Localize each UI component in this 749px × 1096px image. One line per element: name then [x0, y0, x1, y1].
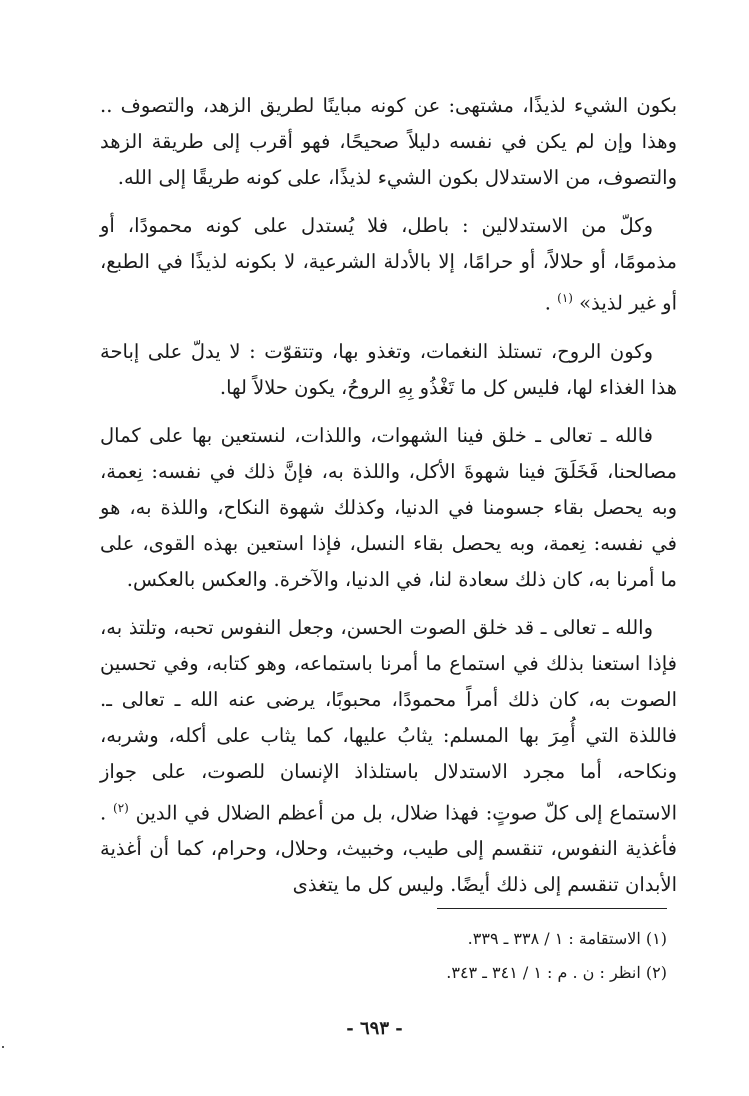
paragraph-4: [100, 418, 677, 598]
page-number: - ٦٩٣ -: [346, 1018, 403, 1039]
footnote-ref-1[interactable]: (١): [557, 291, 573, 305]
paragraph-2: وكلّ من الاستدلالين : باطل، فلا يُستدل على كونه محمودًا، أو مذمومًا، أو حلالاً، أو حرامًا، إلا بالأدلة الشرعية، لا بكونه لذيذًا في الطبع، أو غير لذيذ» $^{(١)}$ .: [100, 214, 677, 315]
paragraph-2-text: وكلّ من الاستدلالين : باطل، فلا يُستدل على كونه محمودًا، أو مذمومًا، أو حلالاً، أو حرامًا، إلا بالأدلة الشرعية، لا بكونه لذيذًا في الطبع، أو غير لذيذ»: [100, 214, 677, 315]
paragraph-3-text: وكون الروح، تستلذ النغمات، وتغذو بها، وتتقوّت : لا يدلّ على إباحة هذا الغذاء لها، فليس كل ما تَغْذُو بِهِ الروحُ، يكون حلالاً لها.: [100, 339, 677, 399]
main-text: [100, 88, 677, 915]
paragraph-5-tail: . فأغذية النفوس، تنقسم إلى طيب، وخبيث، وحلال، وحرام، كما أن أغذية الأبدان تنقسم إلى ذلك أيضًا. وليس كل ما يتغذى: [100, 801, 677, 896]
paragraph-5: [100, 610, 677, 904]
paragraph-4-text: فالله ـ تعالى ـ خلق فينا الشهوات، واللذات، لنستعين بها على كمال مصالحنا، فَخَلَقَ فينا شهوةَ الأكل، واللذة به، فإنَّ ذلك في نفسه: نِعمة، وبه يحصل بقاء جسومنا في الدنيا، وكذلك شهوة النكاح، واللذة به، هو في نفسه: نِعمة، وبه يحصل بقاء النسل، فإذا استعين بهذه القوى، على ما أمرنا به، كان ذلك سعادة لنا، في الدنيا، والآخرة. والعكس بالعكس.: [100, 423, 677, 591]
footnote-ref-2[interactable]: (٢): [113, 800, 129, 815]
paragraph-1-text: بكون الشيء لذيذًا، مشتهى: عن كونه مباينًا لطريق الزهد، والتصوف .. وهذا وإن لم يكن في نفسه دليلاً صحيحًا، فهو أقرب إلى طريقة الزهد والتصوف، من الاستدلال بكون الشيء لذيذًا، على كونه طريقًا إلى الله.: [100, 94, 677, 189]
footnote-divider: [437, 908, 667, 909]
footnote-1: (١) الاستقامة : ١ / ٣٣٨ ـ ٣٣٩.: [467, 929, 667, 948]
footnotes: [107, 922, 667, 990]
paragraph-1: [100, 88, 677, 196]
paragraph-3: [100, 334, 677, 406]
paragraph-5-text: والله ـ تعالى ـ قد خلق الصوت الحسن، وجعل النفوس تحبه، وتلتذ به، فإذا استعنا بذلك في استماع ما أمرنا باستماعه، وهو كتابه، وفي تحسين الصوت به، كان ذلك أمراً محمودًا، محبوبًا، يرضى عنه الله ـ تعالى ـ. فاللذة التي أُمِرَ بها المسلم: يثابُ عليها، كما يثاب على أكله، وشربه، ونكاحه، أما مجرد الاستدلال باستلذاذ الإنسان للصوت، على جواز الاستماع إلى كلّ صوتٍ: فهذا ضلال، بل من أعظم الضلال في الدين: [100, 615, 677, 824]
footnote-2: (٢) انظر : ن . م : ١ / ٣٤١ ـ ٣٤٣.: [446, 963, 667, 982]
margin-mark: [2, 1046, 4, 1048]
